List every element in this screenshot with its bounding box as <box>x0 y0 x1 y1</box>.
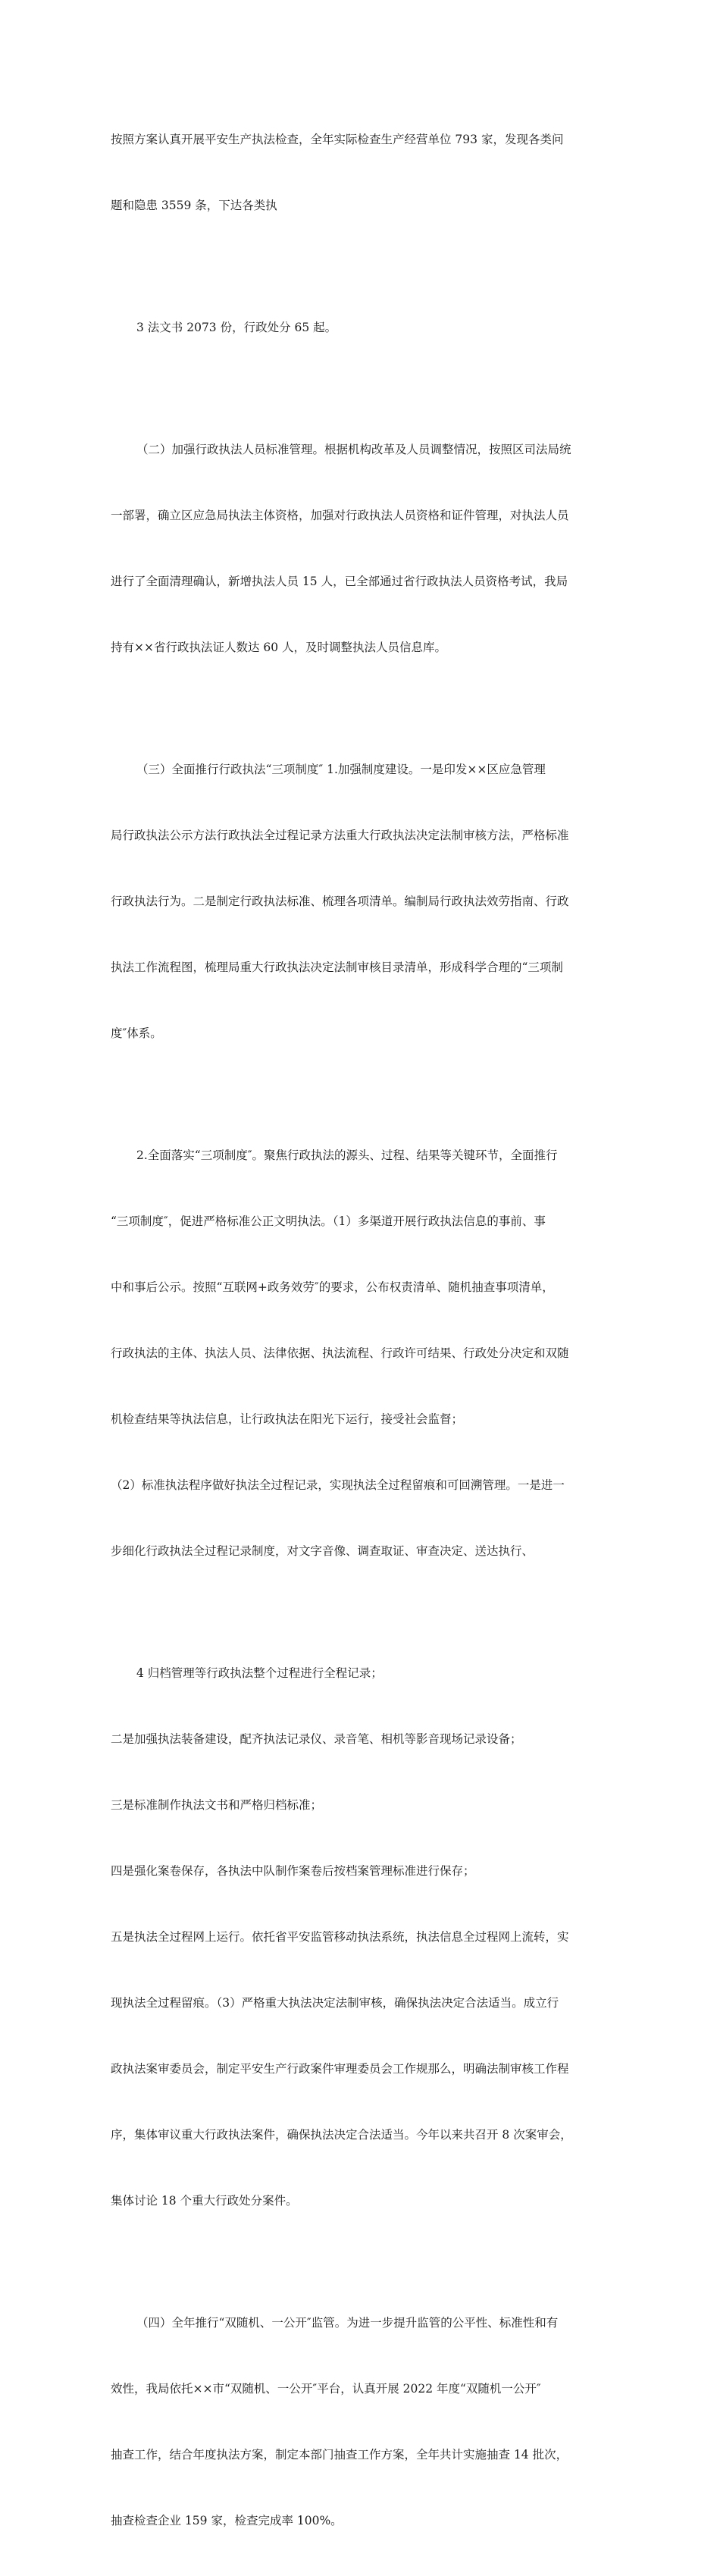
text-line: 抽查工作，结合年度执法方案，制定本部门抽查工作方案，全年共计实施抽查 14 批次， <box>111 2448 568 2462</box>
text-line: 五是执法全过程网上运行。依托省平安监管移动执法系统，执法信息全过程网上流转，实 <box>111 1930 569 1944</box>
paragraph-documents <box>111 273 611 383</box>
text-line: 2.全面落实“三项制度″。聚焦行政执法的源头、过程、结果等关键环节，全面推行 <box>136 1149 558 1162</box>
text-line: 序，集体审议重大行政执法案件，确保执法决定合法适当。今年以来共召开 8 次案审会， <box>111 2128 572 2142</box>
document-body <box>111 85 611 2576</box>
text-line: 抽查检查企业 159 家，检查完成率 100%。 <box>111 2514 343 2527</box>
paragraph-personnel <box>111 395 611 703</box>
text-line: 效性，我局依托××市“双随机、一公开″平台，认真开展 2022 年度“双随机一公开″ <box>111 2382 541 2396</box>
paragraph-implementation <box>111 1101 611 1606</box>
paragraph-double-random <box>111 2268 611 2576</box>
text-line: 集体讨论 18 个重大行政处分案件。 <box>111 2194 298 2208</box>
text-line: （四）全年推行“双随机、一公开″监管。为进一步提升监管的公平性、标准性和有 <box>136 2316 559 2330</box>
text-line: 度″体系。 <box>111 1026 162 1040</box>
text-line: 4 归档管理等行政执法整个过程进行全程记录； <box>136 1666 383 1680</box>
text-line: 现执法全过程留痕。（3）严格重大执法决定法制审核，确保执法决定合法适当。成立行 <box>111 1996 559 2010</box>
paragraph-three-systems <box>111 715 611 1089</box>
text-line: 进行了全面清理确认，新增执法人员 15 人，已全部通过省行政执法人员资格考试，我局 <box>111 575 568 588</box>
text-line: （二）加强行政执法人员标准管理。根据机构改革及人员调整情况，按照区司法局统 <box>136 443 571 456</box>
text-line: 行政执法的主体、执法人员、法律依据、执法流程、行政许可结果、行政处分决定和双随 <box>111 1346 569 1360</box>
text-line: 机检查结果等执法信息，让行政执法在阳光下运行，接受社会监督； <box>111 1412 464 1426</box>
text-line: 执法工作流程图，梳理局重大行政执法决定法制审核目录清单，形成科学合理的“三项制 <box>111 961 563 974</box>
text-line: （2）标准执法程序做好执法全过程记录，实现执法全过程留痕和可回溯管理。一是进一 <box>111 1478 565 1492</box>
text-line: “三项制度″，促进严格标准公正文明执法。（1）多渠道开展行政执法信息的事前、事 <box>111 1214 546 1228</box>
text-line: 行政执法行为。二是制定行政执法标准、梳理各项清单。编制局行政执法效劳指南、行政 <box>111 895 569 908</box>
text-line: 按照方案认真开展平安生产执法检查，全年实际检查生产经营单位 793 家，发现各类问 <box>111 133 564 146</box>
text-line: 题和隐患 3559 条，下达各类执 <box>111 199 277 212</box>
text-line: 三是标准制作执法文书和严格归档标准； <box>111 1798 323 1812</box>
paragraph-inspection <box>111 85 611 261</box>
text-line: 政执法案审委员会，制定平安生产行政案件审理委员会工作规那么，明确法制审核工作程 <box>111 2062 569 2076</box>
text-line: 步细化行政执法全过程记录制度，对文字音像、调查取证、审查决定、送达执行、 <box>111 1544 534 1558</box>
text-line: 3 法文书 2073 份，行政处分 65 起。 <box>136 321 337 334</box>
text-line: 一部署，确立区应急局执法主体资格，加强对行政执法人员资格和证件管理，对执法人员 <box>111 509 569 522</box>
text-line: 局行政执法公示方法行政执法全过程记录方法重大行政执法决定法制审核方法，严格标准 <box>111 829 569 842</box>
paragraph-archiving <box>111 1619 611 2256</box>
text-line: 中和事后公示。按照“互联网+政务效劳″的要求，公布权责清单、随机抽查事项清单， <box>111 1280 554 1294</box>
text-line: 四是强化案卷保存，各执法中队制作案卷后按档案管理标准进行保存； <box>111 1864 475 1878</box>
text-line: 持有××省行政执法证人数达 60 人，及时调整执法人员信息库。 <box>111 641 447 654</box>
text-line: 二是加强执法装备建设，配齐执法记录仪、录音笔、相机等影音现场记录设备； <box>111 1732 522 1746</box>
text-line: （三）全面推行行政执法“三项制度″ 1.加强制度建设。一是印发××区应急管理 <box>136 763 546 776</box>
